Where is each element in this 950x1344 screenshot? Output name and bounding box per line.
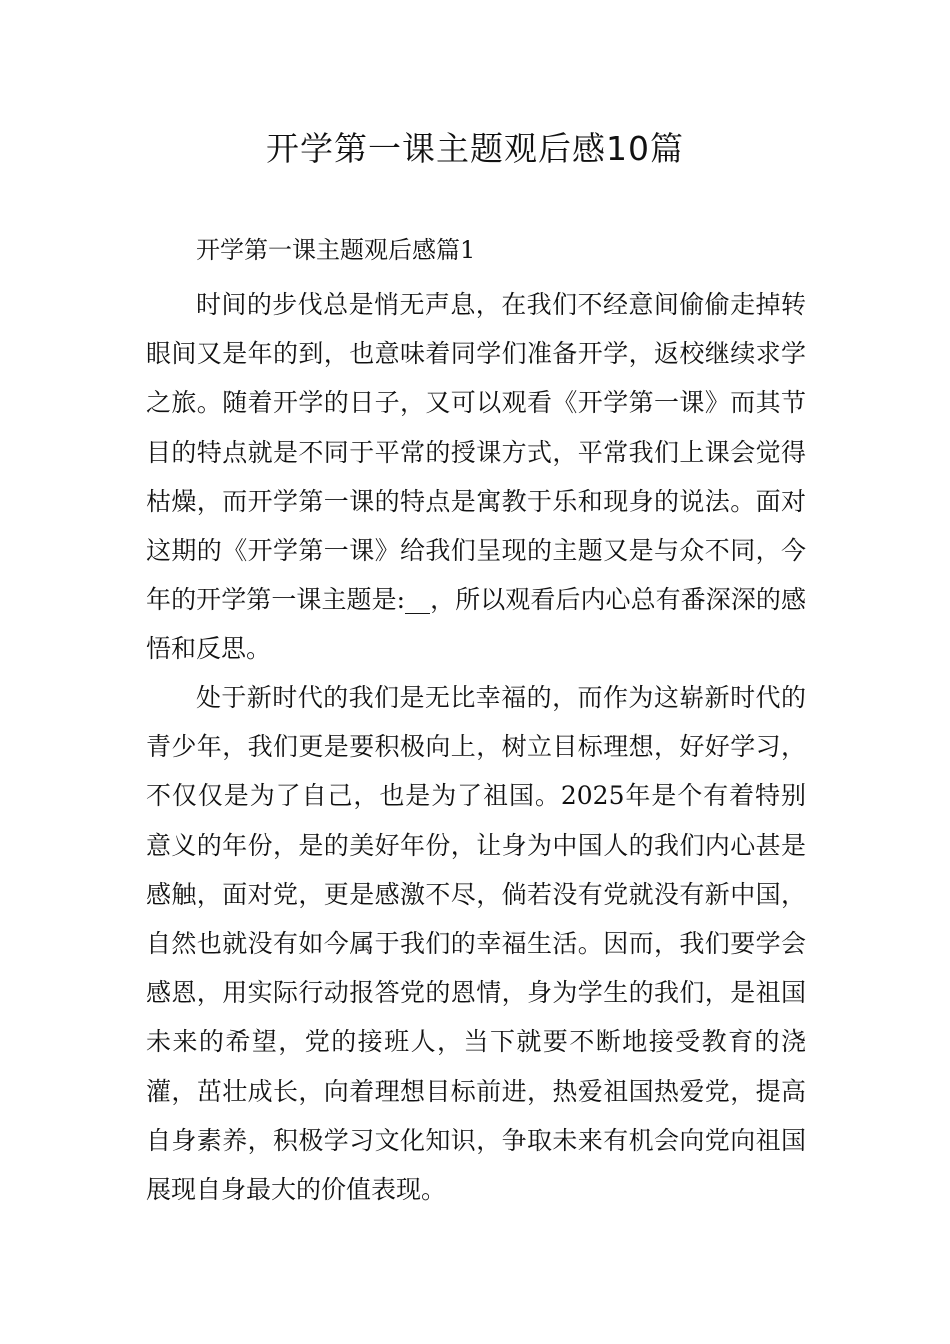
document-title: 开学第一课主题观后感10篇 (266, 129, 684, 168)
section-heading: 开学第一课主题观后感篇1 (196, 236, 476, 264)
body-paragraph: 处于新时代的我们是无比幸福的，而作为这崭新时代的青少年，我们更是要积极向上，树立目标理想，好好学习，不仅仅是为了自己，也是为了祖国。2025年是个有着特别意义的年份，是的美好年份，让身为中国人的我们内心甚是感触，面对党，更是感激不尽，倘若没有党就没有新中国，自然也就没有如今属于我们的幸福生活。因而，我们要学会感恩，用实际行动报答党的恩情，身为学生的我们，是祖国未来的希望，党的接班人，当下就要不断地接受教育的浇灌，茁壮成长，向着理想目标前进，热爱祖国热爱党，提高自身素养，积极学习文化知识，争取未来有机会向党向祖国展现自身最大的价值表现。 (146, 683, 806, 1205)
body-paragraph: 时间的步伐总是悄无声息，在我们不经意间偷偷走掉转眼间又是年的到，也意味着同学们准备开学，返校继续求学之旅。随着开学的日子，又可以观看《开学第一课》而其节目的特点就是不同于平常的授课方式，平常我们上课会觉得枯燥，而开学第一课的特点是寓教于乐和现身的说法。面对这期的《开学第一课》给我们呈现的主题又是与众不同，今年的开学第一课主题是:__，所以观看后内心总有番深深的感悟和反思。 (146, 290, 806, 664)
